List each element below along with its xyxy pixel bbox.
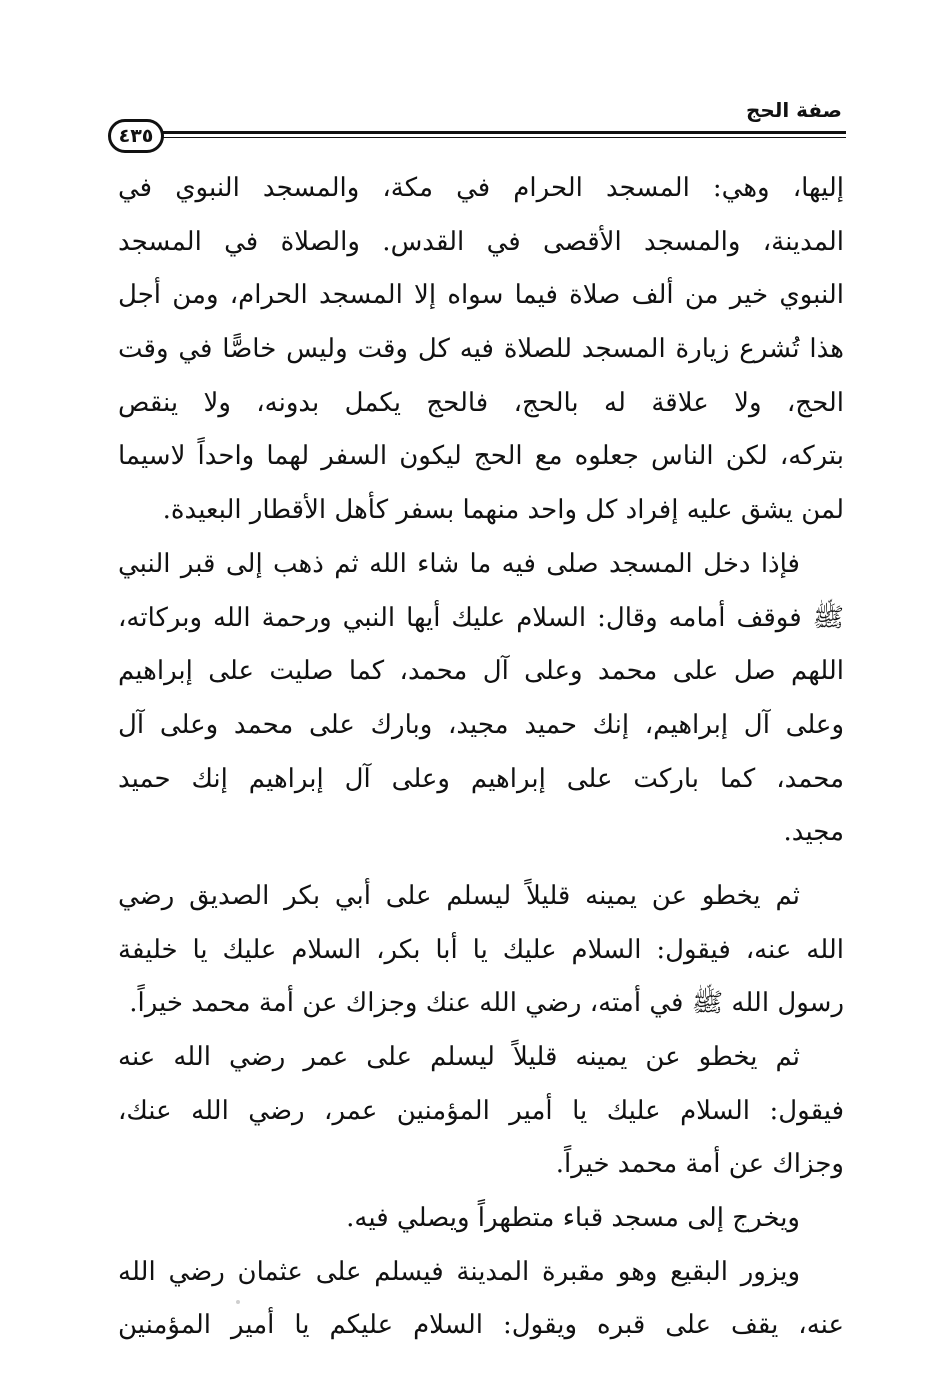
text-line: هذا تُشرع زيارة المسجد للصلاة فيه كل وقت وليس خاصًّا في وقت	[118, 334, 844, 365]
text-line: النبوي خير من ألف صلاة فيما سواه إلا المسجد الحرام، ومن أجل	[118, 280, 844, 311]
header-rule-thin	[150, 137, 846, 138]
text-line: الله عنه، فيقول: السلام عليك يا أبا بكر، السلام عليك يا خليفة	[118, 934, 844, 965]
text-line: فإذا دخل المسجد صلى فيه ما شاء الله ثم ذهب إلى قبر النبي	[118, 548, 800, 579]
text-line: فيقول: السلام عليك يا أمير المؤمنين عمر، رضي الله عنك،	[118, 1095, 844, 1126]
text-line: الحج، ولا علاقة له بالحج، فالحج يكمل بدونه، ولا ينقص	[118, 387, 844, 418]
text-line: اللهم صل على محمد وعلى آل محمد، كما صليت على إبراهيم	[118, 656, 844, 687]
text-line: إليها، وهي: المسجد الحرام في مكة، والمسجد النبوي في	[118, 173, 844, 203]
text-line: بتركه، لكن الناس جعلوه مع الحج ليكون السفر لهما واحداً لاسيما	[118, 441, 844, 472]
running-header-title: صفة الحج	[745, 98, 842, 122]
text-line: رسول الله ﷺ في أمته، رضي الله عنك وجزاك عن أمة محمد خيراً.	[129, 988, 844, 1019]
text-line: المدينة، والمسجد الأقصى في القدس. والصلاة في المسجد	[118, 226, 844, 257]
text-line: لمن يشق عليه إفراد كل واحد منهما بسفر كأهل الأقطار البعيدة.	[162, 495, 844, 526]
text-line: ثم يخطو عن يمينه قليلاً ليسلم على أبي بكر الصديق رضي	[118, 880, 800, 911]
text-line: ويزور البقيع وهو مقبرة المدينة فيسلم على عثمان رضي الله	[118, 1256, 801, 1287]
text-line: وجزاك عن أمة محمد خيراً.	[555, 1149, 844, 1180]
text-line: ثم يخطو عن يمينه قليلاً ليسلم على عمر رضي الله عنه	[118, 1042, 800, 1072]
body-text	[118, 162, 844, 1353]
text-line: ويخرج إلى مسجد قباء متطهراً ويصلي فيه.	[346, 1203, 800, 1234]
text-line: محمد، كما باركت على إبراهيم وعلى آل إبراهيم إنك حميد	[118, 763, 844, 794]
paragraph-gap	[118, 860, 844, 870]
header-rule	[150, 131, 846, 134]
text-line: ﷺ فوقف أمامه وقال: السلام عليك أيها النبي ورحمة الله وبركاته،	[118, 602, 844, 633]
text-line: مجيد.	[783, 817, 844, 848]
scan-speck	[236, 1300, 240, 1304]
text-line: وعلى آل إبراهيم، إنك حميد مجيد، وبارك على محمد وعلى آل	[118, 709, 844, 740]
page-number: ٤٣٥	[108, 119, 164, 153]
text-line: عنه، يقف على قبره ويقول: السلام عليكم يا أمير المؤمنين	[118, 1310, 844, 1341]
